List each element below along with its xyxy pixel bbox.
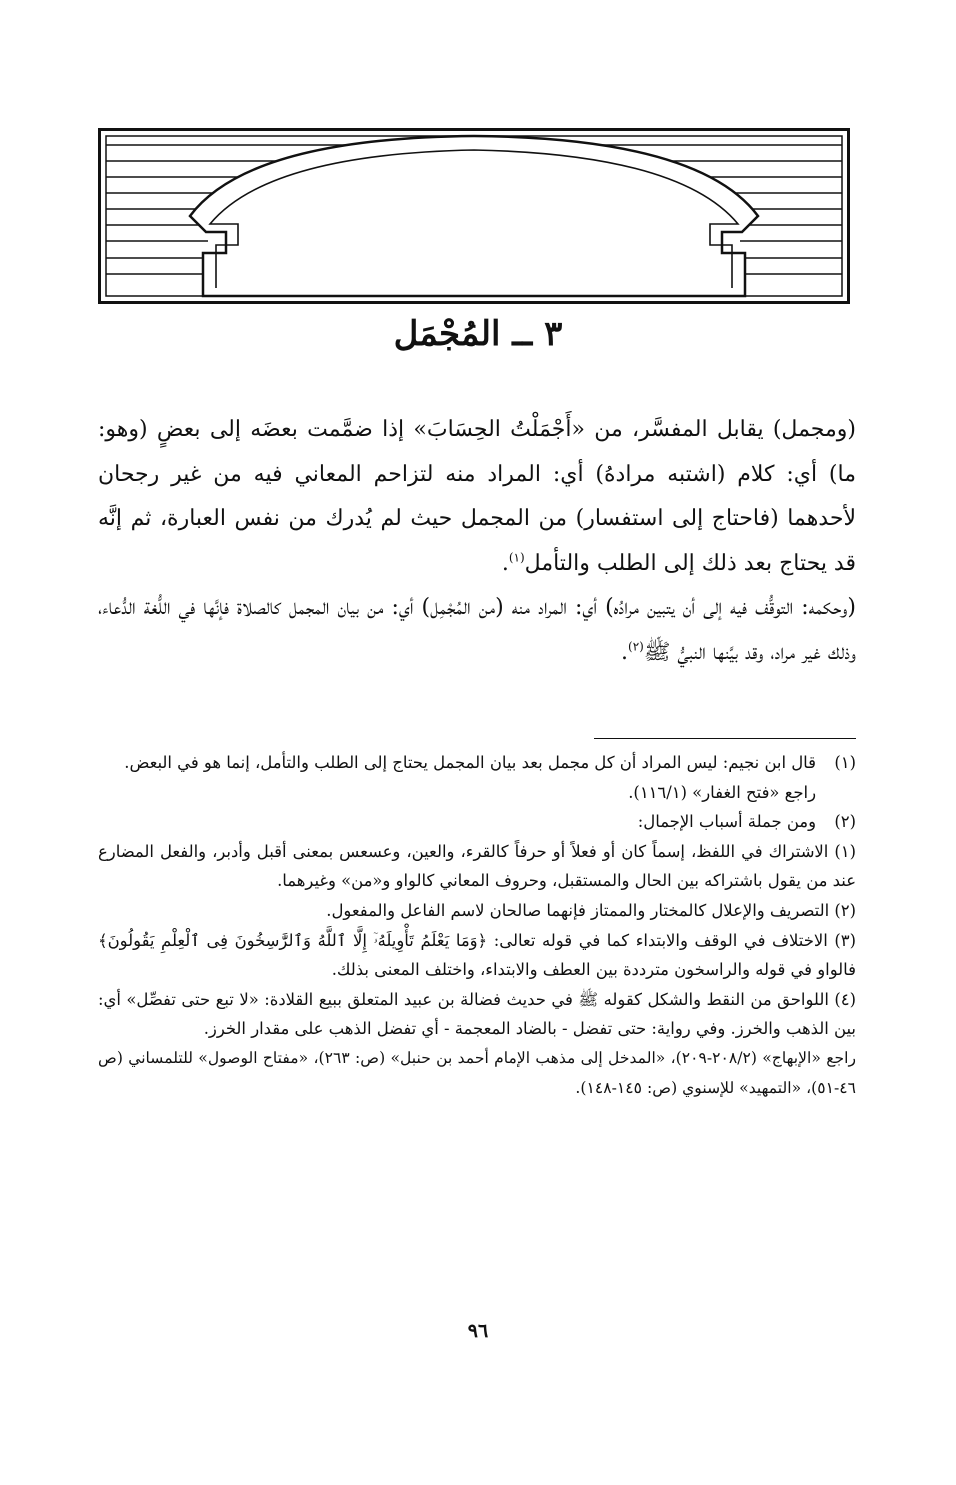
footnote-line: قال ابن نجيم: ليس المراد أن كل مجمل بعد بيان المجمل يحتاج إلى الطلب والتأمل، إنما هو في البعض. bbox=[124, 753, 816, 772]
footnote-list-item: (٣) الاختلاف في الوقف والابتداء كما في قوله تعالى: ﴿وَمَا يَعْلَمُ تَأْوِيلَهُۥٓ إِلَّا ٱللَّهُ وَٱلرَّٰسِخُونَ فِى ٱلْعِلْمِ يَقُولُونَ﴾ فالواو في قوله والراسخون مترددة بين العطف والابتداء، واختلف المعنى بذلك. bbox=[98, 930, 856, 980]
footnote-list-item: (٤) اللواحق من النقط والشكل كقوله ﷺ في حديث فضالة بن عبيد المتعلق ببيع القلادة: «لا تبع حتى تفصِّل» أي: بين الذهب والخرز. وفي رواية: حتى تفضل - بالضاد المعجمة - أي تفضل الذهب على مقدار الخرز. bbox=[98, 989, 856, 1039]
footnote-1 bbox=[98, 748, 856, 807]
footnote-reference: راجع «فتح الغفار» (١١٦/١). bbox=[628, 782, 816, 802]
footnote-list-item: (٢) التصريف والإعلال كالمختار والممتاز فإنهما صالحان لاسم الفاعل والمفعول. bbox=[326, 900, 856, 920]
main-text bbox=[98, 408, 856, 675]
footnote-body bbox=[98, 748, 816, 807]
footnote-ref-2[interactable]: (٢) bbox=[628, 639, 644, 654]
paragraph-definition: (ومجمل) يقابل المفسَّر، من «أَجْمَلْتُ الحِسَابَ» إذا ضمَّمت بعضَه إلى بعضٍ (وهو: ما) أي: كلام (اشتبه مرادهُ) أي: المراد منه لتزاحم المعاني فيه من غير رجحان لأحدهما (فاحتاج إلى استفسار) من المجمل حيث لم يُدرك من نفس العبارة، ثم إنَّه قد يحتاج بعد ذلك إلى الطلب والتأمل$^{(١)}$. bbox=[98, 417, 856, 576]
footnotes bbox=[98, 748, 856, 1103]
footnote-number: (٢) bbox=[834, 812, 856, 832]
footnote-2 bbox=[98, 807, 856, 837]
footnote-number: (١) bbox=[834, 753, 856, 772]
footnote-intro: ومن جملة أسباب الإجمال: bbox=[637, 812, 816, 832]
chapter-title: ٣ ــ المُجْمَل bbox=[393, 314, 563, 354]
footnote-list-item: (١) الاشتراك في اللفظ، إسماً كان أو فعلاً أو حرفاً كالقرء، والعين، وعسعس بمعنى أقبل وأدبر، والفعل المضارع عند من يقول باشتراكه بين الحال والمستقبل، وحروف المعاني كالواو و«من» وغيرهما. bbox=[98, 841, 856, 891]
paragraph-text: (ومجمل) يقابل المفسَّر، من «أَجْمَلْتُ الحِسَابَ» إذا ضمَّمت بعضَه إلى بعضٍ (وهو: ما) أي: كلام (اشتبه مرادهُ) أي: المراد منه لتزاحم المعاني فيه من غير رجحان لأحدهما (فاحتاج إلى استفسار) من المجمل حيث لم يُدرك من نفس العبارة، ثم إنَّه قد يحتاج بعد ذلك إلى الطلب والتأمل bbox=[98, 417, 856, 576]
footnote-reference: راجع «الإبهاج» (٢٠٨/٢-٢٠٩)، «المدخل إلى مذهب الإمام أحمد بن حنبل» (ص: ٢٦٣)، «مفتاح الوصول» للتلمساني (ص ٤٦-٥١)، «التمهيد» للإسنوي (ص: ١٤٥-١٤٨). bbox=[98, 1048, 856, 1097]
footnote-body bbox=[98, 807, 816, 837]
footnote-separator bbox=[594, 738, 856, 739]
paragraph-ruling: (وحكمه: التوقُّف فيه إلى أن يتبين مرادُه) أي: المراد منه (من المُجْمِل) أي: من بيان المجمل كالصلاة فإنَّها في اللُّغة الدُّعاء، وذلك غير مراد، وقد بيَّنها النبيُّ ﷺ$^{(٢)}$. bbox=[98, 595, 856, 665]
footnote-ref-1[interactable]: (١) bbox=[508, 550, 525, 565]
chapter-header-ornament bbox=[98, 128, 850, 304]
paragraph-text: (وحكمه: التوقُّف فيه إلى أن يتبين مرادُه) أي: المراد منه (من المُجْمِل) أي: من بيان المجمل كالصلاة فإنَّها في اللُّغة الدُّعاء، وذلك غير مراد، وقد بيَّنها النبيُّ ﷺ bbox=[98, 595, 856, 665]
page-number: ٩٦ bbox=[467, 1320, 489, 1342]
